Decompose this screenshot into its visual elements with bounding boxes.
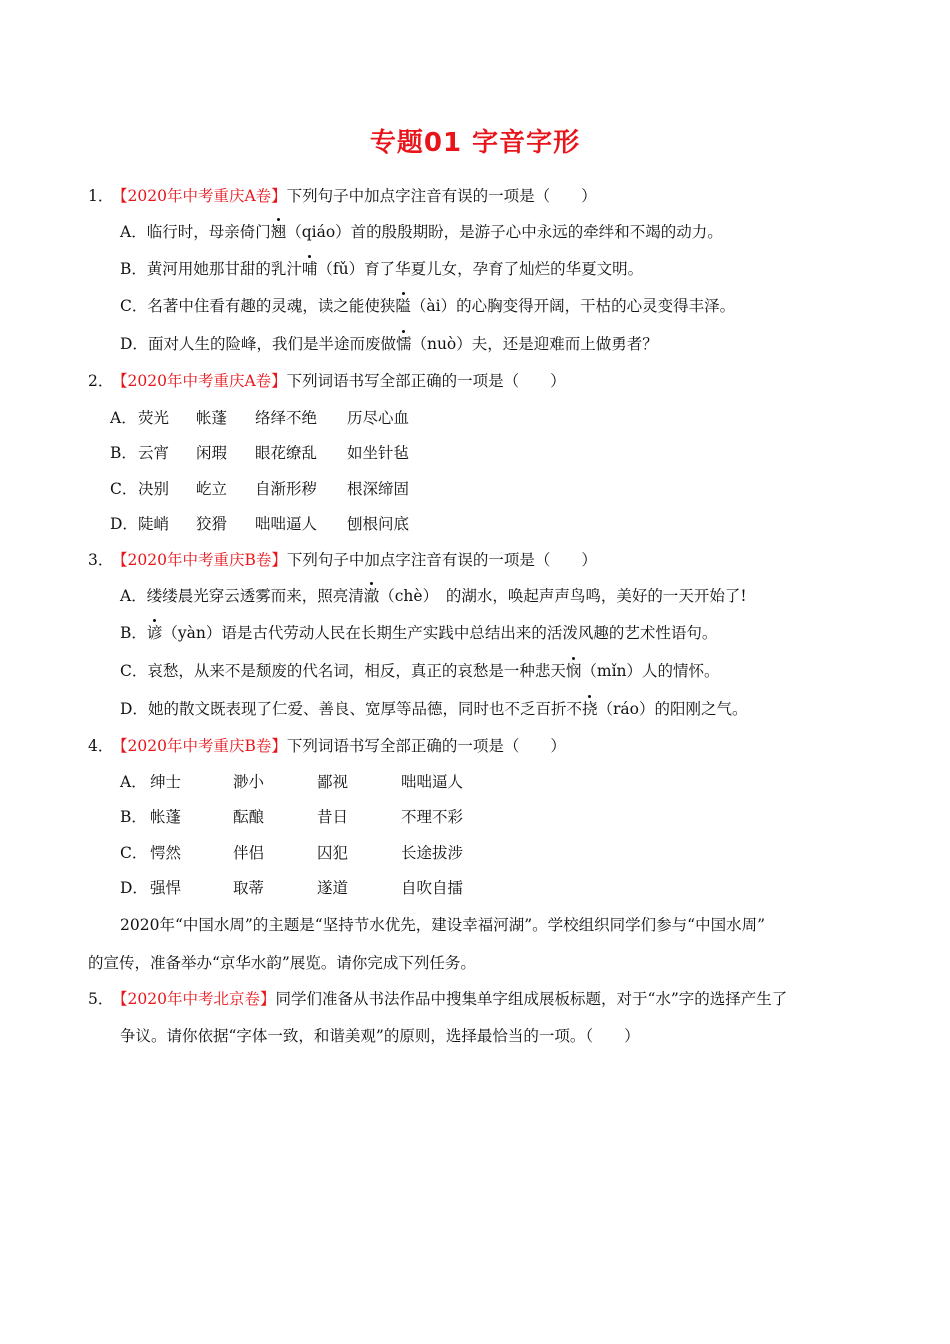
question-text: 下列句子中加点字注音有误的一项是（ ）	[286, 551, 597, 569]
dotted-character: 悯	[565, 662, 582, 680]
question-2-option-a: A．荧光 帐蓬 络绎不绝 历尽心血	[110, 409, 410, 427]
question-text: 下列词语书写全部正确的一项是（ ）	[286, 737, 566, 755]
dotted-character: 翘	[270, 223, 287, 241]
dotted-character: 哺	[301, 260, 318, 278]
question-source: 【2020年中考重庆A卷】	[112, 187, 287, 205]
question-source: 【2020年中考重庆B卷】	[112, 551, 287, 569]
question-number: 1．	[88, 187, 114, 205]
question-1-option-c: C．名著中住看有趣的灵魂，读之能使狭隘（ài）的心胸变得开阔，干枯的心灵变得丰泽。	[120, 297, 736, 315]
question-number: 3．	[88, 551, 114, 569]
question-4-option-a: A． 绅士 渺小 鄙视 咄咄逼人	[120, 773, 464, 791]
intro-paragraph-line-2: 的宣传，准备举办“京华水韵”展览。请你完成下列任务。	[88, 954, 476, 972]
question-number: 5．	[88, 990, 114, 1008]
question-text: 下列句子中加点字注音有误的一项是（ ）	[286, 187, 597, 205]
page-title: 专题01 字音字形	[369, 128, 581, 158]
question-2-stem	[88, 371, 566, 391]
question-text: 同学们准备从书法作品中搜集单字组成展板标题，对于“水”字的选择产生了	[275, 990, 788, 1008]
intro-paragraph-line-1: 2020年“中国水周”的主题是“坚持节水优先，建设幸福河湖”。学校组织同学们参与“中国水周”	[120, 916, 765, 934]
question-source: 【2020年中考重庆B卷】	[112, 737, 287, 755]
question-source: 【2020年中考北京卷】	[112, 990, 276, 1008]
question-5-stem	[88, 989, 787, 1009]
question-3-option-d: D．她的散文既表现了仁爱、善良、宽厚等品德，同时也不乏百折不挠（ráo）的阳刚之气。	[120, 700, 748, 718]
dotted-character: 谚	[146, 624, 163, 642]
question-2-option-b: B．云宵 闲瑕 眼花缭乱 如坐针毡	[110, 444, 410, 462]
question-2-option-c: C．决别 屹立 自渐形秽 根深缔固	[110, 480, 410, 498]
question-1-option-d: D．面对人生的险峰，我们是半途而废做懦（nuò）夫，还是迎难而上做勇者？	[120, 335, 658, 353]
dotted-character: 懦	[395, 335, 412, 353]
question-source: 【2020年中考重庆A卷】	[112, 372, 287, 390]
question-text: 下列词语书写全部正确的一项是（ ）	[286, 372, 566, 390]
question-3-option-a: A．缕缕晨光穿云透雾而来，照亮清澈（chè） 的湖水，唤起声声鸟鸣，美好的一天开始了!	[120, 587, 747, 605]
question-4-option-b: B． 帐蓬 酝酿 昔日 不理不彩	[120, 808, 464, 826]
question-3-option-b: B．谚（yàn）语是古代劳动人民在长期生产实践中总结出来的活泼风趣的艺术性语句。	[120, 624, 718, 642]
question-number: 4．	[88, 737, 114, 755]
question-5-stem-continued: 争议。请你依据“字体一致，和谐美观”的原则，选择最恰当的一项。（ ）	[120, 1027, 640, 1045]
dotted-character: 隘	[395, 297, 411, 315]
question-1-option-b: B．黄河用她那甘甜的乳汁哺（fǔ）育了华夏儿女，孕育了灿烂的华夏文明。	[120, 260, 644, 278]
dotted-character: 挠	[581, 700, 598, 718]
question-number: 2．	[88, 372, 114, 390]
question-4-stem	[88, 736, 566, 756]
dotted-character: 澈	[363, 587, 380, 605]
question-1-stem	[88, 186, 597, 206]
question-2-option-d: D．陡峭 狡猾 咄咄逼人 刨根问底	[110, 515, 410, 533]
question-3-stem	[88, 550, 597, 570]
question-4-option-c: C． 愕然 伴侣 囚犯 长途拔涉	[120, 844, 464, 862]
question-3-option-c: C．哀愁，从来不是颓废的代名词，相反，真正的哀愁是一种悲天悯（mǐn）人的情怀。	[120, 662, 720, 680]
question-4-option-d: D． 强悍 取蒂 遂道 自吹自擂	[120, 879, 464, 897]
question-1-option-a: A．临行时，母亲倚门翘（qiáo）首的殷殷期盼，是游子心中永远的牵绊和不竭的动力。	[120, 223, 723, 241]
